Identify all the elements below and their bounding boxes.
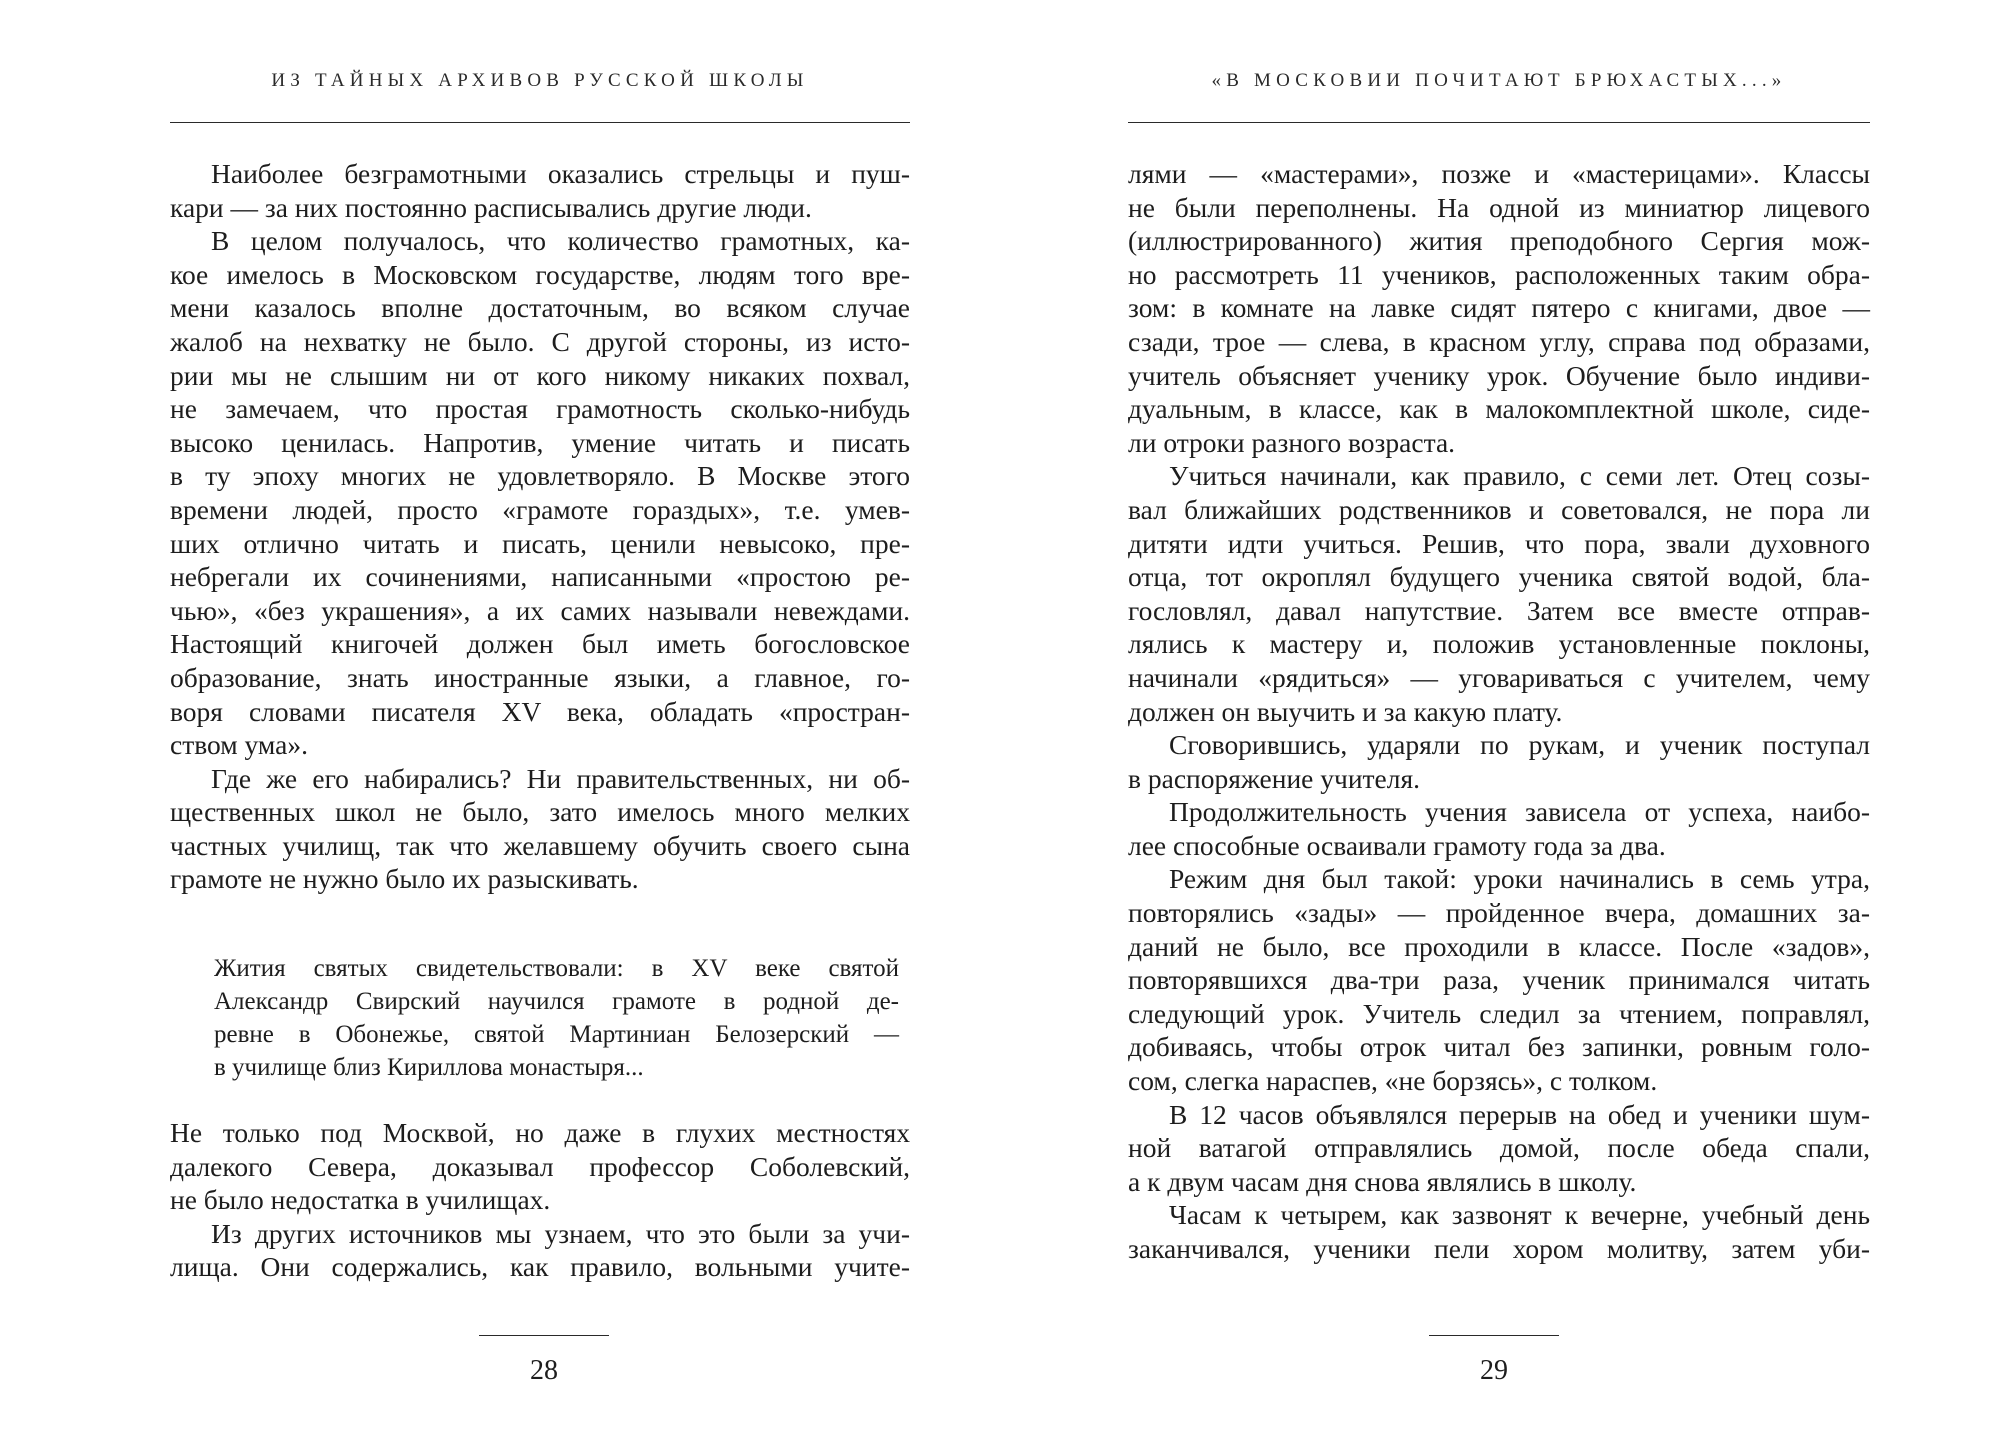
text-line: дуальным, в классе, как в малокомплектной школе, сиде- bbox=[1128, 393, 1870, 425]
body-text bbox=[1128, 157, 1870, 1266]
text-line: добиваясь, чтобы отрок читал без запинки, ровным голо- bbox=[1128, 1031, 1870, 1063]
header-rule bbox=[170, 122, 910, 123]
text-line: не были переполнены. На одной из миниатюр лицевого bbox=[1128, 191, 1870, 223]
text-line: заканчивался, ученики пели хором молитву, затем уби- bbox=[1128, 1233, 1870, 1264]
text-line: учитель объясняет ученику урок. Обучение было индиви- bbox=[1128, 359, 1870, 391]
text-line: В целом получалось, что количество грамотных, ка- bbox=[211, 225, 910, 257]
text-line: жалоб на нехватку не было. С другой стороны, из исто- bbox=[170, 325, 910, 357]
body-text-bottom bbox=[170, 1116, 910, 1284]
text-line: кари — за них постоянно расписывались другие люди. bbox=[170, 191, 812, 223]
text-line: Продолжительность учения зависела от успеха, наибо- bbox=[1169, 796, 1870, 828]
text-line: Часам к четырем, как зазвонят к вечерне, учебный день bbox=[1169, 1199, 1870, 1231]
body-text-top bbox=[170, 157, 910, 896]
text-line: даний не было, все проходили в классе. После «задов», bbox=[1128, 930, 1870, 962]
text-line: ревне в Обонежье, святой Мартиниан Белозерский — bbox=[214, 1021, 899, 1048]
left-page bbox=[170, 0, 910, 1444]
text-line: повторялись «зады» — пройденное вчера, домашних за- bbox=[1128, 897, 1870, 929]
text-line: в ту эпоху многих не удовлетворяло. В Москве этого bbox=[170, 460, 910, 492]
header-rule bbox=[1128, 122, 1870, 123]
text-line: лища. Они содержались, как правило, вольными учите- bbox=[170, 1251, 910, 1283]
text-line: ной ватагой отправлялись домой, после обеда спали, bbox=[1128, 1132, 1870, 1164]
text-line: Настоящий книгочей должен был иметь богословское bbox=[170, 628, 910, 660]
text-line: времени людей, просто «грамоте гораздых», т.е. умев- bbox=[170, 493, 910, 525]
text-line: зом: в комнате на лавке сидят пятеро с книгами, двое — bbox=[1128, 292, 1870, 324]
text-line: Александр Свирский научился грамоте в родной де- bbox=[214, 988, 899, 1015]
text-line: лялись к мастеру и, положив установленные поклоны, bbox=[1128, 628, 1870, 660]
text-line: а к двум часам дня снова являлись в школу. bbox=[1128, 1165, 1637, 1197]
text-line: далекого Севера, доказывал профессор Соболевский, bbox=[170, 1150, 910, 1182]
text-line: воря словами писателя XV века, обладать «простран- bbox=[170, 695, 910, 727]
text-line: (иллюстрированного) жития преподобного Сергия мож- bbox=[1128, 225, 1870, 257]
page-number: 28 bbox=[530, 1355, 558, 1386]
footer-rule bbox=[1429, 1335, 1559, 1336]
text-line: частных училищ, так что желавшему обучить своего сына bbox=[170, 829, 910, 861]
text-line: образование, знать иностранные языки, а главное, го- bbox=[170, 661, 910, 693]
text-line: в училище близ Кириллова монастыря... bbox=[214, 1054, 644, 1081]
text-line: вал ближайших родственников и советовался, не пора ли bbox=[1128, 493, 1870, 525]
footer-rule bbox=[479, 1335, 609, 1336]
running-head-left: ИЗ ТАЙНЫХ АРХИВОВ РУССКОЙ ШКОЛЫ bbox=[271, 70, 809, 91]
text-line: высоко ценилась. Напротив, умение читать и писать bbox=[170, 426, 910, 458]
text-line: небрегали их сочинениями, написанными «простою ре- bbox=[170, 561, 910, 593]
text-line: ли отроки разного возраста. bbox=[1128, 426, 1456, 458]
text-line: в распоряжение учителя. bbox=[1128, 762, 1421, 794]
text-line: лее способные осваивали грамоту года за два. bbox=[1128, 829, 1666, 861]
text-line: лями — «мастерами», позже и «мастерицами». Классы bbox=[1128, 158, 1870, 189]
text-line: Жития святых свидетельствовали: в XV веке святой bbox=[214, 955, 899, 982]
text-line: ством ума». bbox=[170, 729, 308, 761]
text-line: гословлял, давал напутствие. Затем все вместе отправ- bbox=[1128, 594, 1870, 626]
text-line: грамоте не нужно было их разыскивать. bbox=[170, 863, 639, 895]
text-line: Режим дня был такой: уроки начинались в семь утра, bbox=[1169, 863, 1870, 895]
text-line: сом, слегка нараспев, «не борзясь», с толком. bbox=[1128, 1065, 1658, 1097]
text-line: не было недостатка в училищах. bbox=[170, 1184, 551, 1216]
page-number: 29 bbox=[1480, 1355, 1508, 1386]
text-line: следующий урок. Учитель следил за чтением, поправлял, bbox=[1128, 997, 1870, 1029]
text-line: В 12 часов объявлялся перерыв на обед и ученики шум- bbox=[1169, 1098, 1870, 1130]
block-quote bbox=[214, 952, 899, 1084]
text-line: Где же его набирались? Ни правительственных, ни об- bbox=[211, 762, 910, 794]
text-line: сзади, трое — слева, в красном углу, справа под образами, bbox=[1128, 325, 1870, 357]
text-line: дитяти идти учиться. Решив, что пора, звали духовного bbox=[1128, 527, 1870, 559]
text-line: не замечаем, что простая грамотность сколько-нибудь bbox=[170, 393, 910, 425]
text-line: Не только под Москвой, но даже в глухих местностях bbox=[170, 1117, 910, 1148]
text-line: мени казалось вполне достаточным, во всяком случае bbox=[170, 292, 910, 324]
text-line: Учиться начинали, как правило, с семи лет. Отец созы- bbox=[1169, 460, 1870, 492]
text-line: повторявшихся два-три раза, ученик принимался читать bbox=[1128, 964, 1870, 996]
right-page bbox=[1128, 0, 1870, 1444]
text-line: Наиболее безграмотными оказались стрельцы и пуш- bbox=[211, 158, 910, 189]
text-line: Из других источников мы узнаем, что это были за учи- bbox=[211, 1217, 910, 1249]
text-line: начинали «рядиться» — уговариваться с учителем, чему bbox=[1128, 661, 1870, 693]
text-line: щественных школ не было, зато имелось много мелких bbox=[170, 796, 910, 828]
running-head-right: «В МОСКОВИИ ПОЧИТАЮТ БРЮХАСТЫХ...» bbox=[1211, 70, 1787, 91]
text-line: чью», «без украшения», а их самих называли невеждами. bbox=[170, 594, 910, 626]
text-line: должен он выучить и за какую плату. bbox=[1128, 695, 1563, 727]
text-line: но рассмотреть 11 учеников, расположенных таким обра- bbox=[1128, 258, 1870, 290]
text-line: ших отлично читать и писать, ценили невысоко, пре- bbox=[170, 527, 910, 559]
text-line: рии мы не слышим ни от кого никому никаких похвал, bbox=[170, 359, 910, 391]
text-line: отца, тот окроплял будущего ученика святой водой, бла- bbox=[1128, 561, 1870, 593]
text-line: Сговорившись, ударяли по рукам, и ученик поступал bbox=[1169, 729, 1870, 761]
text-line: кое имелось в Московском государстве, людям того вре- bbox=[170, 258, 910, 290]
